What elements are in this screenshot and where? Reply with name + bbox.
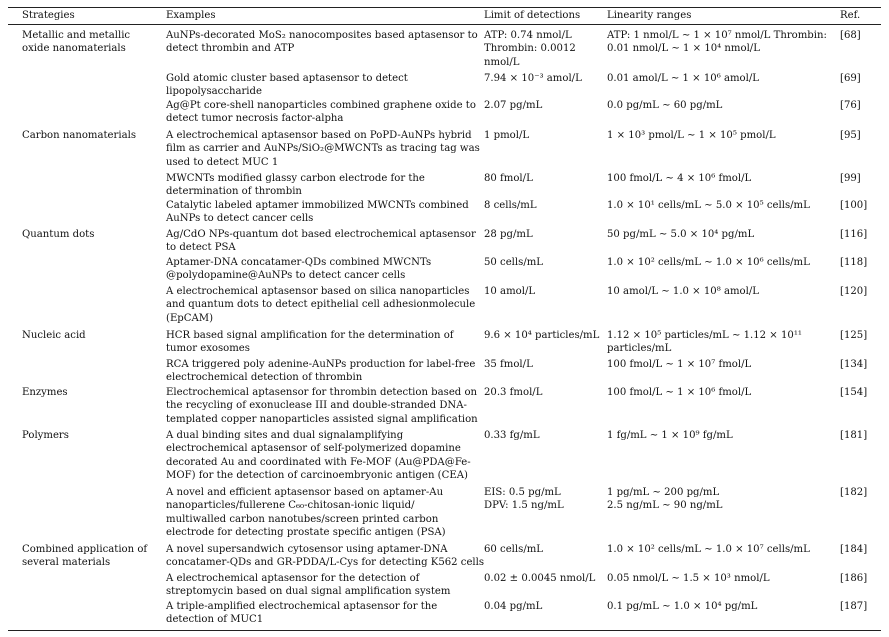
cell-linearity: 50 pg/mL ∼ 5.0 × 10⁴ pg/mL [607,229,755,240]
table-top-rule [8,7,881,8]
cell-lod: EIS: 0.5 pg/mL [484,487,561,498]
cell-linearity: 0.01 amol/L ∼ 1 × 10⁶ amol/L [607,73,759,84]
cell-linearity: 1.0 × 10² cells/mL ∼ 1.0 × 10⁷ cells/mL [607,544,810,555]
cell-example: (EpCAM) [166,312,214,324]
cell-strategy: Metallic and metallic [22,30,131,41]
cell-linearity: 100 fmol/L ∼ 1 × 10⁷ fmol/L [607,359,752,370]
cell-example: determination of thrombin [166,186,302,198]
cell-example: and quantum dots to detect epithelial cell adhesionmolecule [166,299,476,311]
cell-linearity: 0.05 nmol/L ∼ 1.5 × 10³ nmol/L [607,573,770,584]
cell-lod: nmol/L [484,56,520,68]
cell-linearity: 1 × 10³ pmol/L ∼ 1 × 10⁵ pmol/L [607,130,776,141]
cell-example: film as carrier and AuNPs/SiO₂@MWCNTs as tracing tag was [166,143,480,155]
cell-example: A dual binding sites and dual signalamplifying [166,430,404,441]
cell-linearity: 10 amol/L ∼ 1.0 × 10⁸ amol/L [607,286,759,297]
cell-ref: [118] [840,257,868,268]
cell-linearity: 100 fmol/L ∼ 4 × 10⁶ fmol/L [607,173,752,184]
cell-example: A electrochemical aptasensor for the detection of [166,573,420,584]
header-lod: Limit of detections [484,10,581,21]
cell-ref: [120] [840,286,868,297]
cell-linearity: 1 fg/mL ∼ 1 × 10⁹ fg/mL [607,430,733,441]
cell-example: detect thrombin and ATP [166,43,295,55]
cell-ref: [76] [840,100,861,111]
cell-example: decorated Au and coordinated with Fe-MOF (Au@PDA@Fe- [166,456,471,468]
cell-strategy: Enzymes [22,387,68,398]
cell-lod: 8 cells/mL [484,200,537,211]
cell-lod: ATP: 0.74 nmol/L [484,30,572,41]
cell-strategy: Nucleic acid [22,330,86,341]
cell-example: nanoparticles/fullerene C₆₀-chitosan-ionic liquid/ [166,500,415,512]
cell-linearity: 0.0 pg/mL ∼ 60 pg/mL [607,100,723,111]
cell-linearity: 1.0 × 10¹ cells/mL ∼ 5.0 × 10⁵ cells/mL [607,200,810,211]
cell-ref: [181] [840,430,868,441]
cell-strategy: several materials [22,557,111,569]
cell-strategy: Quantum dots [22,229,95,240]
cell-ref: [99] [840,173,861,184]
cell-lod: 60 cells/mL [484,544,543,555]
cell-lod: Thrombin: 0.0012 [484,43,576,55]
cell-example: A electrochemical aptasensor based on PoPD-AuNPs hybrid [166,130,472,141]
cell-lod: 20.3 fmol/L [484,387,543,398]
cell-lod: 1 pmol/L [484,130,530,141]
cell-lod: 9.6 × 10⁴ particles/mL [484,330,600,341]
cell-ref: [134] [840,359,868,370]
cell-linearity: 1 pg/mL ∼ 200 pg/mL [607,487,720,498]
cell-ref: [184] [840,544,868,555]
cell-example: A electrochemical aptasensor based on silica nanoparticles [166,286,470,297]
cell-example: A novel and efficient aptasensor based on aptamer-Au [166,487,444,498]
header-examples: Examples [166,10,216,21]
cell-example: electrode for detecting prostate specific antigen (PSA) [166,527,446,539]
cell-lod: 2.07 pg/mL [484,100,543,111]
cell-example: Gold atomic cluster based aptasensor to detect [166,73,408,84]
cell-lod: 80 fmol/L [484,173,533,184]
cell-strategy: Carbon nanomaterials [22,130,137,141]
cell-example: Catalytic labeled aptamer immobilized MWCNTs combined [166,200,469,211]
cell-example: MWCNTs modified glassy carbon electrode for the [166,173,425,184]
cell-ref: [100] [840,200,868,211]
cell-ref: [68] [840,30,861,41]
cell-strategy: Combined application of [22,544,148,555]
cell-ref: [186] [840,573,868,584]
cell-example: Ag/CdO NPs-quantum dot based electrochemical aptasensor [166,229,476,240]
cell-example: detection of MUC1 [166,614,264,626]
cell-example: tumor exosomes [166,343,250,355]
cell-example: lipopolysaccharide [166,86,262,98]
cell-example: A triple-amplified electrochemical aptasensor for the [166,601,438,612]
cell-example: electrochemical detection of thrombin [166,372,363,384]
cell-lod: 50 cells/mL [484,257,543,268]
cell-example: HCR based signal amplification for the determination of [166,330,454,341]
cell-linearity: ATP: 1 nmol/L ∼ 1 × 10⁷ nmol/L Thrombin: [607,30,827,41]
cell-linearity: particles/mL [607,343,672,355]
cell-example: concatamer-QDs and GR-PDDA/L-Cys for detecting K562 cells [166,557,485,569]
header-strategies: Strategies [22,10,75,21]
cell-lod: 7.94 × 10⁻³ amol/L [484,73,582,84]
cell-strategy: oxide nanomaterials [22,43,126,55]
cell-ref: [154] [840,387,868,398]
cell-example: A novel supersandwich cytosensor using aptamer-DNA [166,544,448,555]
cell-example: Aptamer-DNA concatamer-QDs combined MWCNTs [166,257,432,268]
cell-linearity: 100 fmol/L ∼ 1 × 10⁶ fmol/L [607,387,752,398]
cell-ref: [95] [840,130,861,141]
cell-linearity: 0.01 nmol/L ∼ 1 × 10⁴ nmol/L [607,43,760,55]
cell-example: RCA triggered poly adenine-AuNPs production for label-free [166,359,476,370]
cell-lod: DPV: 1.5 ng/mL [484,500,564,512]
cell-linearity: 1.12 × 10⁵ particles/mL ∼ 1.12 × 10¹¹ [607,330,802,341]
cell-linearity: 2.5 ng/mL ∼ 90 ng/mL [607,500,723,512]
cell-example: to detect PSA [166,242,236,254]
cell-example: the recycling of exonuclease III and double-stranded DNA- [166,400,467,412]
cell-lod: 28 pg/mL [484,229,533,240]
cell-example: Ag@Pt core-shell nanoparticles combined graphene oxide to [166,100,476,111]
cell-lod: 35 fmol/L [484,359,533,370]
cell-example: streptomycin based on dual signal amplification system [166,586,451,598]
cell-example: multiwalled carbon nanotubes/screen printed carbon [166,513,439,525]
cell-example: AuNPs-decorated MoS₂ nanocomposites based aptasensor to [166,30,478,41]
cell-example: Electrochemical aptasensor for thrombin detection based on [166,387,478,398]
cell-lod: 0.33 fg/mL [484,430,540,441]
cell-example: templated copper nanoparticles assisted signal amplification [166,413,478,425]
cell-ref: [125] [840,330,868,341]
cell-example: detect tumor necrosis factor-alpha [166,113,344,125]
table-header-rule [8,24,881,25]
cell-linearity: 0.1 pg/mL ∼ 1.0 × 10⁴ pg/mL [607,601,758,612]
cell-lod: 0.04 pg/mL [484,601,543,612]
cell-example: @polydopamine@AuNPs to detect cancer cells [166,270,406,282]
header-linearity: Linearity ranges [607,10,692,21]
cell-ref: [182] [840,487,868,498]
cell-ref: [69] [840,73,861,84]
cell-lod: 10 amol/L [484,286,536,297]
cell-strategy: Polymers [22,430,69,441]
cell-example: used to detect MUC 1 [166,156,279,168]
cell-ref: [116] [840,229,868,240]
cell-example: electrochemical aptasensor of self-polymerized dopamine [166,443,461,455]
cell-lod: 0.02 ± 0.0045 nmol/L [484,573,596,584]
header-ref: Ref. [840,10,861,21]
table-bottom-rule [8,630,881,631]
cell-ref: [187] [840,601,868,612]
cell-example: MOF) for the detection of carcinoembryonic antigen (CEA) [166,470,468,482]
cell-linearity: 1.0 × 10² cells/mL ∼ 1.0 × 10⁶ cells/mL [607,257,810,268]
cell-example: AuNPs to detect cancer cells [166,213,314,225]
